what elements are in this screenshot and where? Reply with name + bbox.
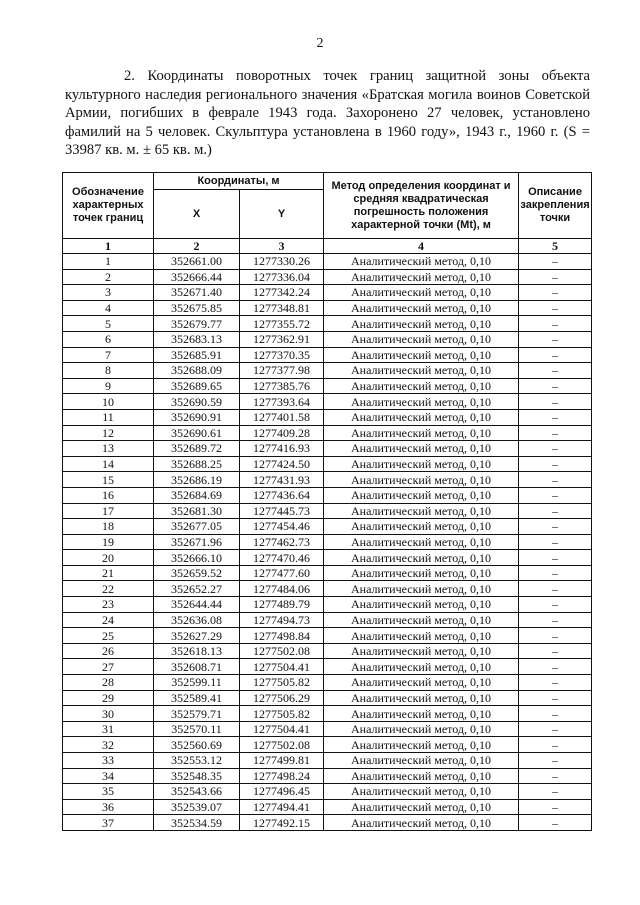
cell-x: 352579.71 <box>154 706 240 722</box>
cell-x: 352671.96 <box>154 534 240 550</box>
cell-method: Аналитический метод, 0,10 <box>324 706 519 722</box>
cell-method: Аналитический метод, 0,10 <box>324 347 519 363</box>
cell-x: 352689.65 <box>154 378 240 394</box>
cell-description: – <box>519 254 592 270</box>
cell-description: – <box>519 659 592 675</box>
cell-description: – <box>519 753 592 769</box>
cell-method: Аналитический метод, 0,10 <box>324 331 519 347</box>
cell-method: Аналитический метод, 0,10 <box>324 799 519 815</box>
cell-y: 1277393.64 <box>240 394 324 410</box>
cell-x: 352689.72 <box>154 441 240 457</box>
cell-method: Аналитический метод, 0,10 <box>324 441 519 457</box>
cell-description: – <box>519 487 592 503</box>
cell-y: 1277431.93 <box>240 472 324 488</box>
cell-x: 352679.77 <box>154 316 240 332</box>
table-row <box>63 409 592 425</box>
cell-y: 1277348.81 <box>240 300 324 316</box>
cell-description: – <box>519 768 592 784</box>
table-row <box>63 300 592 316</box>
cell-point-number: 25 <box>63 628 154 644</box>
cell-y: 1277484.06 <box>240 581 324 597</box>
cell-y: 1277355.72 <box>240 316 324 332</box>
cell-x: 352666.10 <box>154 550 240 566</box>
cell-x: 352688.09 <box>154 363 240 379</box>
cell-point-number: 29 <box>63 690 154 706</box>
cell-description: – <box>519 456 592 472</box>
cell-x: 352684.69 <box>154 487 240 503</box>
cell-method: Аналитический метод, 0,10 <box>324 316 519 332</box>
cell-point-number: 22 <box>63 581 154 597</box>
cell-x: 352659.52 <box>154 565 240 581</box>
header-description: Описание закрепления точки <box>519 173 592 239</box>
cell-method: Аналитический метод, 0,10 <box>324 753 519 769</box>
cell-point-number: 35 <box>63 784 154 800</box>
cell-method: Аналитический метод, 0,10 <box>324 628 519 644</box>
table-row <box>63 690 592 706</box>
cell-description: – <box>519 347 592 363</box>
cell-y: 1277470.46 <box>240 550 324 566</box>
cell-method: Аналитический метод, 0,10 <box>324 784 519 800</box>
page-number: 2 <box>316 36 324 51</box>
cell-point-number: 30 <box>63 706 154 722</box>
cell-x: 352688.25 <box>154 456 240 472</box>
table-row <box>63 441 592 457</box>
cell-x: 352570.11 <box>154 721 240 737</box>
cell-description: – <box>519 799 592 815</box>
table-row <box>63 254 592 270</box>
cell-description: – <box>519 534 592 550</box>
cell-method: Аналитический метод, 0,10 <box>324 534 519 550</box>
cell-point-number: 9 <box>63 378 154 394</box>
cell-y: 1277494.41 <box>240 799 324 815</box>
cell-description: – <box>519 643 592 659</box>
cell-y: 1277504.41 <box>240 721 324 737</box>
cell-point-number: 15 <box>63 472 154 488</box>
cell-method: Аналитический метод, 0,10 <box>324 768 519 784</box>
table-row <box>63 550 592 566</box>
cell-y: 1277505.82 <box>240 706 324 722</box>
cell-description: – <box>519 690 592 706</box>
cell-x: 352608.71 <box>154 659 240 675</box>
cell-y: 1277342.24 <box>240 285 324 301</box>
cell-x: 352671.40 <box>154 285 240 301</box>
cell-x: 352560.69 <box>154 737 240 753</box>
cell-description: – <box>519 706 592 722</box>
cell-y: 1277416.93 <box>240 441 324 457</box>
cell-point-number: 31 <box>63 721 154 737</box>
cell-description: – <box>519 784 592 800</box>
column-number: 3 <box>240 239 324 254</box>
table-row <box>63 737 592 753</box>
cell-method: Аналитический метод, 0,10 <box>324 409 519 425</box>
cell-point-number: 5 <box>63 316 154 332</box>
table-row <box>63 815 592 831</box>
table-row <box>63 519 592 535</box>
cell-y: 1277492.15 <box>240 815 324 831</box>
table-row <box>63 597 592 613</box>
cell-method: Аналитический метод, 0,10 <box>324 737 519 753</box>
cell-point-number: 13 <box>63 441 154 457</box>
cell-point-number: 8 <box>63 363 154 379</box>
cell-description: – <box>519 394 592 410</box>
cell-method: Аналитический метод, 0,10 <box>324 363 519 379</box>
table-row <box>63 456 592 472</box>
intro-paragraph: 2. Координаты поворотных точек границ защитной зоны объекта культурного наследия регионального значения «Братская могила воинов Советской Армии, погибших в феврале 1943 года. Захоронено 27 человек, установлено фамилий на 5 человек. Скульптура установлена в 1960 году», 1943 г., 1960 г. (S = 33987 кв. м. ± 65 кв. м.) <box>65 68 590 159</box>
cell-x: 352539.07 <box>154 799 240 815</box>
cell-y: 1277498.84 <box>240 628 324 644</box>
cell-point-number: 26 <box>63 643 154 659</box>
cell-description: – <box>519 565 592 581</box>
column-number: 2 <box>154 239 240 254</box>
cell-description: – <box>519 581 592 597</box>
table-row <box>63 706 592 722</box>
cell-y: 1277445.73 <box>240 503 324 519</box>
table-row <box>63 378 592 394</box>
table-row <box>63 565 592 581</box>
cell-description: – <box>519 597 592 613</box>
cell-point-number: 28 <box>63 675 154 691</box>
cell-x: 352553.12 <box>154 753 240 769</box>
table-row <box>63 612 592 628</box>
cell-x: 352661.00 <box>154 254 240 270</box>
cell-description: – <box>519 472 592 488</box>
cell-y: 1277494.73 <box>240 612 324 628</box>
cell-method: Аналитический метод, 0,10 <box>324 565 519 581</box>
cell-x: 352599.11 <box>154 675 240 691</box>
cell-method: Аналитический метод, 0,10 <box>324 285 519 301</box>
table-row <box>63 316 592 332</box>
cell-y: 1277498.24 <box>240 768 324 784</box>
table-row <box>63 721 592 737</box>
table-row <box>63 363 592 379</box>
cell-description: – <box>519 628 592 644</box>
table-row <box>63 675 592 691</box>
cell-y: 1277377.98 <box>240 363 324 379</box>
cell-y: 1277454.46 <box>240 519 324 535</box>
cell-method: Аналитический метод, 0,10 <box>324 643 519 659</box>
cell-description: – <box>519 675 592 691</box>
cell-description: – <box>519 425 592 441</box>
cell-y: 1277370.35 <box>240 347 324 363</box>
cell-y: 1277502.08 <box>240 643 324 659</box>
header-x: X <box>154 190 240 239</box>
cell-point-number: 14 <box>63 456 154 472</box>
cell-description: – <box>519 815 592 831</box>
table-row <box>63 425 592 441</box>
cell-y: 1277506.29 <box>240 690 324 706</box>
cell-y: 1277401.58 <box>240 409 324 425</box>
cell-description: – <box>519 316 592 332</box>
cell-point-number: 12 <box>63 425 154 441</box>
cell-method: Аналитический метод, 0,10 <box>324 659 519 675</box>
cell-x: 352681.30 <box>154 503 240 519</box>
cell-method: Аналитический метод, 0,10 <box>324 675 519 691</box>
cell-point-number: 27 <box>63 659 154 675</box>
cell-description: – <box>519 519 592 535</box>
cell-point-number: 33 <box>63 753 154 769</box>
cell-point-number: 24 <box>63 612 154 628</box>
cell-x: 352686.19 <box>154 472 240 488</box>
table-row <box>63 331 592 347</box>
cell-method: Аналитический метод, 0,10 <box>324 597 519 613</box>
cell-y: 1277385.76 <box>240 378 324 394</box>
cell-description: – <box>519 378 592 394</box>
column-number: 4 <box>324 239 519 254</box>
cell-y: 1277489.79 <box>240 597 324 613</box>
cell-method: Аналитический метод, 0,10 <box>324 456 519 472</box>
cell-x: 352627.29 <box>154 628 240 644</box>
cell-point-number: 37 <box>63 815 154 831</box>
table-row <box>63 347 592 363</box>
cell-method: Аналитический метод, 0,10 <box>324 519 519 535</box>
cell-description: – <box>519 285 592 301</box>
cell-method: Аналитический метод, 0,10 <box>324 269 519 285</box>
cell-method: Аналитический метод, 0,10 <box>324 721 519 737</box>
cell-point-number: 7 <box>63 347 154 363</box>
column-number: 5 <box>519 239 592 254</box>
cell-x: 352543.66 <box>154 784 240 800</box>
cell-point-number: 2 <box>63 269 154 285</box>
table-row <box>63 472 592 488</box>
cell-x: 352666.44 <box>154 269 240 285</box>
cell-x: 352683.13 <box>154 331 240 347</box>
cell-point-number: 36 <box>63 799 154 815</box>
cell-point-number: 32 <box>63 737 154 753</box>
table-row <box>63 784 592 800</box>
table-row <box>63 753 592 769</box>
cell-description: – <box>519 331 592 347</box>
cell-point-number: 3 <box>63 285 154 301</box>
cell-point-number: 18 <box>63 519 154 535</box>
cell-method: Аналитический метод, 0,10 <box>324 690 519 706</box>
cell-y: 1277502.08 <box>240 737 324 753</box>
cell-method: Аналитический метод, 0,10 <box>324 581 519 597</box>
cell-y: 1277362.91 <box>240 331 324 347</box>
cell-method: Аналитический метод, 0,10 <box>324 815 519 831</box>
cell-y: 1277462.73 <box>240 534 324 550</box>
cell-x: 352589.41 <box>154 690 240 706</box>
cell-x: 352690.91 <box>154 409 240 425</box>
cell-point-number: 4 <box>63 300 154 316</box>
cell-description: – <box>519 269 592 285</box>
cell-x: 352534.59 <box>154 815 240 831</box>
cell-point-number: 34 <box>63 768 154 784</box>
cell-description: – <box>519 612 592 628</box>
cell-y: 1277504.41 <box>240 659 324 675</box>
table-row <box>63 534 592 550</box>
cell-point-number: 11 <box>63 409 154 425</box>
cell-description: – <box>519 441 592 457</box>
table-row <box>63 394 592 410</box>
coordinates-table <box>62 172 592 831</box>
cell-y: 1277409.28 <box>240 425 324 441</box>
table-row <box>63 269 592 285</box>
cell-point-number: 1 <box>63 254 154 270</box>
cell-method: Аналитический метод, 0,10 <box>324 503 519 519</box>
cell-x: 352677.05 <box>154 519 240 535</box>
cell-description: – <box>519 363 592 379</box>
cell-description: – <box>519 737 592 753</box>
cell-y: 1277436.64 <box>240 487 324 503</box>
table-row <box>63 659 592 675</box>
cell-description: – <box>519 503 592 519</box>
cell-x: 352644.44 <box>154 597 240 613</box>
cell-x: 352685.91 <box>154 347 240 363</box>
cell-x: 352690.59 <box>154 394 240 410</box>
header-coordinates: Координаты, м <box>154 173 324 190</box>
cell-y: 1277336.04 <box>240 269 324 285</box>
cell-x: 352675.85 <box>154 300 240 316</box>
header-y: Y <box>240 190 324 239</box>
column-number: 1 <box>63 239 154 254</box>
table-row <box>63 285 592 301</box>
cell-point-number: 17 <box>63 503 154 519</box>
cell-point-number: 16 <box>63 487 154 503</box>
cell-point-number: 10 <box>63 394 154 410</box>
table-row <box>63 487 592 503</box>
cell-y: 1277499.81 <box>240 753 324 769</box>
cell-y: 1277424.50 <box>240 456 324 472</box>
cell-x: 352618.13 <box>154 643 240 659</box>
cell-description: – <box>519 550 592 566</box>
cell-y: 1277477.60 <box>240 565 324 581</box>
table-row <box>63 503 592 519</box>
cell-y: 1277330.26 <box>240 254 324 270</box>
cell-description: – <box>519 409 592 425</box>
cell-y: 1277496.45 <box>240 784 324 800</box>
cell-x: 352652.27 <box>154 581 240 597</box>
cell-method: Аналитический метод, 0,10 <box>324 254 519 270</box>
cell-method: Аналитический метод, 0,10 <box>324 550 519 566</box>
cell-description: – <box>519 300 592 316</box>
cell-method: Аналитический метод, 0,10 <box>324 425 519 441</box>
table-row <box>63 768 592 784</box>
cell-point-number: 21 <box>63 565 154 581</box>
table-row <box>63 581 592 597</box>
cell-description: – <box>519 721 592 737</box>
cell-method: Аналитический метод, 0,10 <box>324 472 519 488</box>
cell-point-number: 6 <box>63 331 154 347</box>
header-method: Метод определения координат и средняя квадратическая погрешность положения характерной точки (Мt), м <box>324 173 519 239</box>
cell-x: 352636.08 <box>154 612 240 628</box>
cell-method: Аналитический метод, 0,10 <box>324 487 519 503</box>
table-body <box>63 254 592 831</box>
cell-method: Аналитический метод, 0,10 <box>324 394 519 410</box>
cell-method: Аналитический метод, 0,10 <box>324 378 519 394</box>
cell-point-number: 20 <box>63 550 154 566</box>
table-row <box>63 643 592 659</box>
table-row <box>63 628 592 644</box>
header-point-designation: Обозначение характерных точек границ <box>63 173 154 239</box>
cell-x: 352690.61 <box>154 425 240 441</box>
cell-method: Аналитический метод, 0,10 <box>324 612 519 628</box>
cell-x: 352548.35 <box>154 768 240 784</box>
cell-y: 1277505.82 <box>240 675 324 691</box>
cell-point-number: 19 <box>63 534 154 550</box>
cell-point-number: 23 <box>63 597 154 613</box>
table-row <box>63 799 592 815</box>
cell-method: Аналитический метод, 0,10 <box>324 300 519 316</box>
